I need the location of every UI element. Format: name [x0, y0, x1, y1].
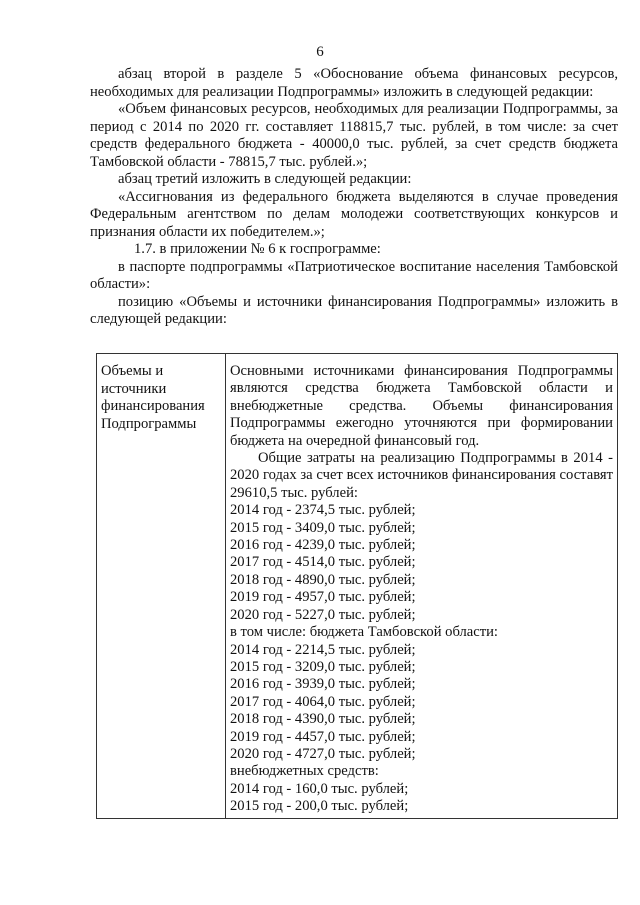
total-year-2016: 2016 год - 4239,0 тыс. рублей; — [230, 537, 416, 554]
paragraph-resources-volume: «Объем финансовых ресурсов, необходимых для реализации Подпрограммы, за период с 2014 по 2020 гг. составляет 118815,7 тыс. рублей, в том числе: за счет средств федерального бюджета - 40000,0 тыс. рублей, за счет средств бюджета Тамбовской области - 78815,7 тыс. рублей.»; — [90, 101, 618, 170]
table-label: Объемы и источники финансирования Подпрограммы — [101, 363, 205, 432]
regional-year-2014: 2014 год - 2214,5 тыс. рублей; — [230, 641, 416, 658]
total-year-2019: 2019 год - 4957,0 тыс. рублей; — [230, 589, 416, 606]
total-year-2020: 2020 год - 5227,0 тыс. рублей; — [230, 606, 416, 623]
total-year-2018: 2018 год - 4890,0 тыс. рублей; — [230, 571, 416, 588]
regional-year-2020: 2020 год - 4727,0 тыс. рублей; — [230, 745, 416, 762]
document-body — [90, 66, 618, 329]
regional-heading: в том числе: бюджета Тамбовской области: — [230, 624, 498, 641]
extrabudget-year-2014: 2014 год - 160,0 тыс. рублей; — [230, 780, 409, 797]
financing-total: Общие затраты на реализацию Подпрограммы в 2014 - 2020 годах за счет всех источников финансирования составят 29610,5 тыс. рублей: — [230, 450, 613, 501]
extrabudget-heading: внебюджетных средств: — [230, 763, 379, 780]
paragraph-passport: в паспорте подпрограммы «Патриотическое воспитание населения Тамбовской области»: — [90, 258, 618, 292]
table-value-cell — [226, 354, 617, 818]
total-year-2017: 2017 год - 4514,0 тыс. рублей; — [230, 554, 416, 571]
regional-year-2016: 2016 год - 3939,0 тыс. рублей; — [230, 676, 416, 693]
paragraph-third-intro: абзац третий изложить в следующей редакции: — [118, 171, 412, 187]
paragraph-appendix6: 1.7. в приложении № 6 к госпрограмме: — [134, 241, 381, 257]
total-year-2014: 2014 год - 2374,5 тыс. рублей; — [230, 502, 416, 519]
financing-intro: Основными источниками финансирования Подпрограммы являются средства бюджета Тамбовской области и внебюджетные средства. Объемы финансирования Подпрограммы ежегодно уточняются при формировании бюджета на очередной финансовый год. — [230, 363, 613, 449]
paragraph-position: позицию «Объемы и источники финансирования Подпрограммы» изложить в следующей редакции: — [90, 293, 618, 327]
extrabudget-year-2015: 2015 год - 200,0 тыс. рублей; — [230, 798, 409, 815]
financing-table — [96, 353, 618, 819]
paragraph-federal-allocations: «Ассигнования из федерального бюджета выделяются в случае проведения Федеральным агентством по делам молодежи соответствующих конкурсов и признания области их победителем.»; — [90, 188, 618, 240]
table-label-cell — [97, 354, 226, 818]
paragraph-section5-intro: абзац второй в разделе 5 «Обоснование объема финансовых ресурсов, необходимых для реализации Подпрограммы» изложить в следующей редакции: — [90, 66, 618, 100]
regional-year-2019: 2019 год - 4457,0 тыс. рублей; — [230, 728, 416, 745]
regional-year-2015: 2015 год - 3209,0 тыс. рублей; — [230, 658, 416, 675]
regional-year-2017: 2017 год - 4064,0 тыс. рублей; — [230, 693, 416, 710]
total-year-2015: 2015 год - 3409,0 тыс. рублей; — [230, 519, 416, 536]
regional-year-2018: 2018 год - 4390,0 тыс. рублей; — [230, 711, 416, 728]
page-number: 6 — [316, 44, 324, 60]
